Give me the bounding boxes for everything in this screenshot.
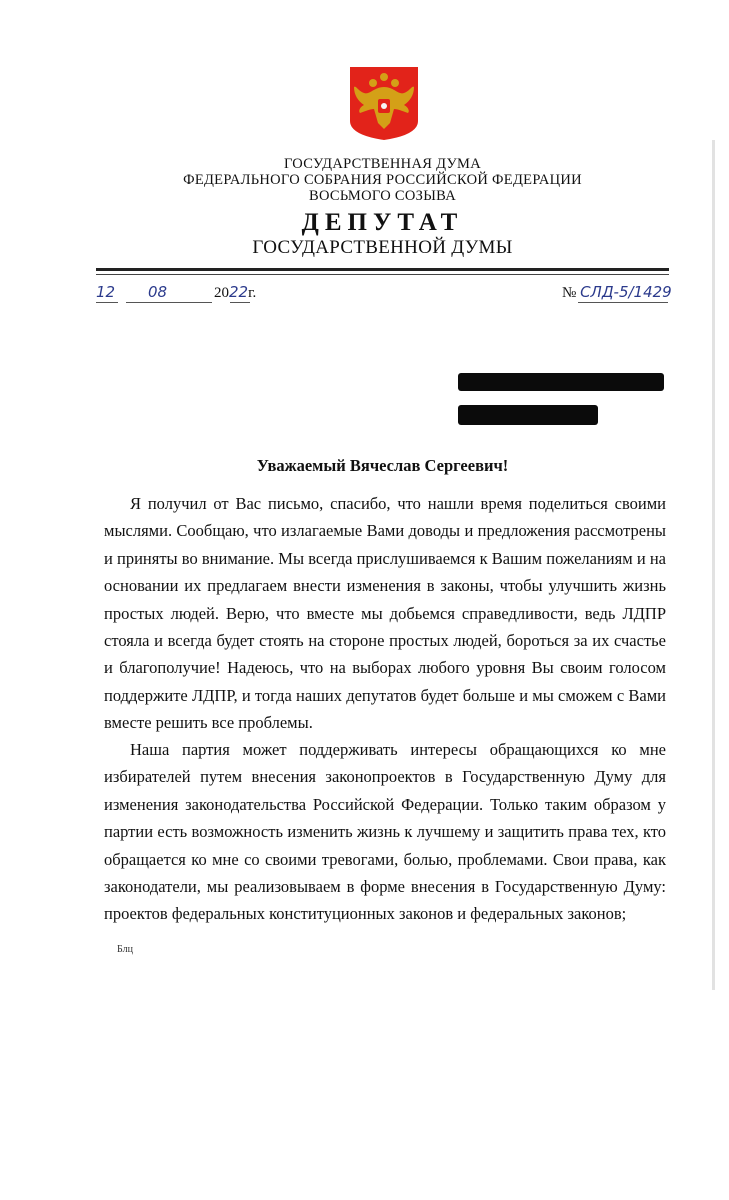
document-subtitle: ГОСУДАРСТВЕННОЙ ДУМЫ <box>252 237 513 258</box>
footer-code: Блц <box>117 944 133 955</box>
date-year-unit: г. <box>248 285 257 301</box>
redacted-recipient-line1 <box>458 373 664 391</box>
date-year-suffix: 22 <box>229 283 249 301</box>
scan-edge <box>712 140 715 990</box>
reference-prefix: № <box>562 285 577 301</box>
date-year-prefix: 20 <box>214 285 229 301</box>
reference-underline <box>578 302 668 303</box>
reference-number <box>562 283 672 302</box>
body-paragraph-2: Наша партия может поддерживать интересы обращающихся ко мне избирателей путем внесения законопроектов в Государственную Думу для изменения законодательства Российской Федерации. Только таким образом у партии есть возможность изменить жизнь к лучшему и защитить права тех, кто обращается ко мне со своими тревогами, болью, проблемами. Свои права, как законодатели, мы реализовываем в форме внесения в Государственную Думу: проектов федеральных конституционных законов и федеральных законов; <box>104 740 666 924</box>
org-name-line2: ФЕДЕРАЛЬНОГО СОБРАНИЯ РОССИЙСКОЙ ФЕДЕРАЦИИ <box>183 172 582 188</box>
header-rule-thick <box>96 268 669 271</box>
body-paragraph-1: Я получил от Вас письмо, спасибо, что нашли время поделиться своими мыслями. Сообщаю, что излагаемые Вами доводы и предложения рассмотрены и приняты во внимание. Мы всегда прислушиваемся к Вашим пожеланиям и на основании их предлагаем внести изменения в законы, чтобы улучшить жизнь простых людей. Верю, что вместе мы добьемся справедливости, ведь ЛДПР стояла и всегда будет стоять на стороне простых людей, бороться за их счастье и благополучие! Надеюсь, что на выборах любого уровня Вы своим голосом поддержите ЛДПР, и тогда наших депутатов будет больше и мы сможем с Вами вместе решить все проблемы. <box>104 494 666 733</box>
date-year <box>214 283 256 302</box>
coat-of-arms-emblem <box>348 65 420 141</box>
org-name-line1: ГОСУДАРСТВЕННАЯ ДУМА <box>283 156 482 172</box>
russian-coat-of-arms-icon <box>348 65 420 141</box>
date-day-underline <box>96 302 118 303</box>
date-day: 12 <box>96 283 116 301</box>
date-year-underline <box>230 302 250 303</box>
org-name-line3: ВОСЬМОГО СОЗЫВА <box>308 188 456 204</box>
date-month: 08 <box>148 283 168 301</box>
reference-value: СЛД-5/1429 <box>580 283 672 301</box>
date-month-underline <box>126 302 212 303</box>
redacted-recipient-line2 <box>458 405 598 425</box>
header-rule-thin <box>96 274 669 275</box>
document-title: ДЕПУТАТ <box>301 209 464 236</box>
salutation: Уважаемый Вячеслав Сергеевич! <box>256 456 509 475</box>
